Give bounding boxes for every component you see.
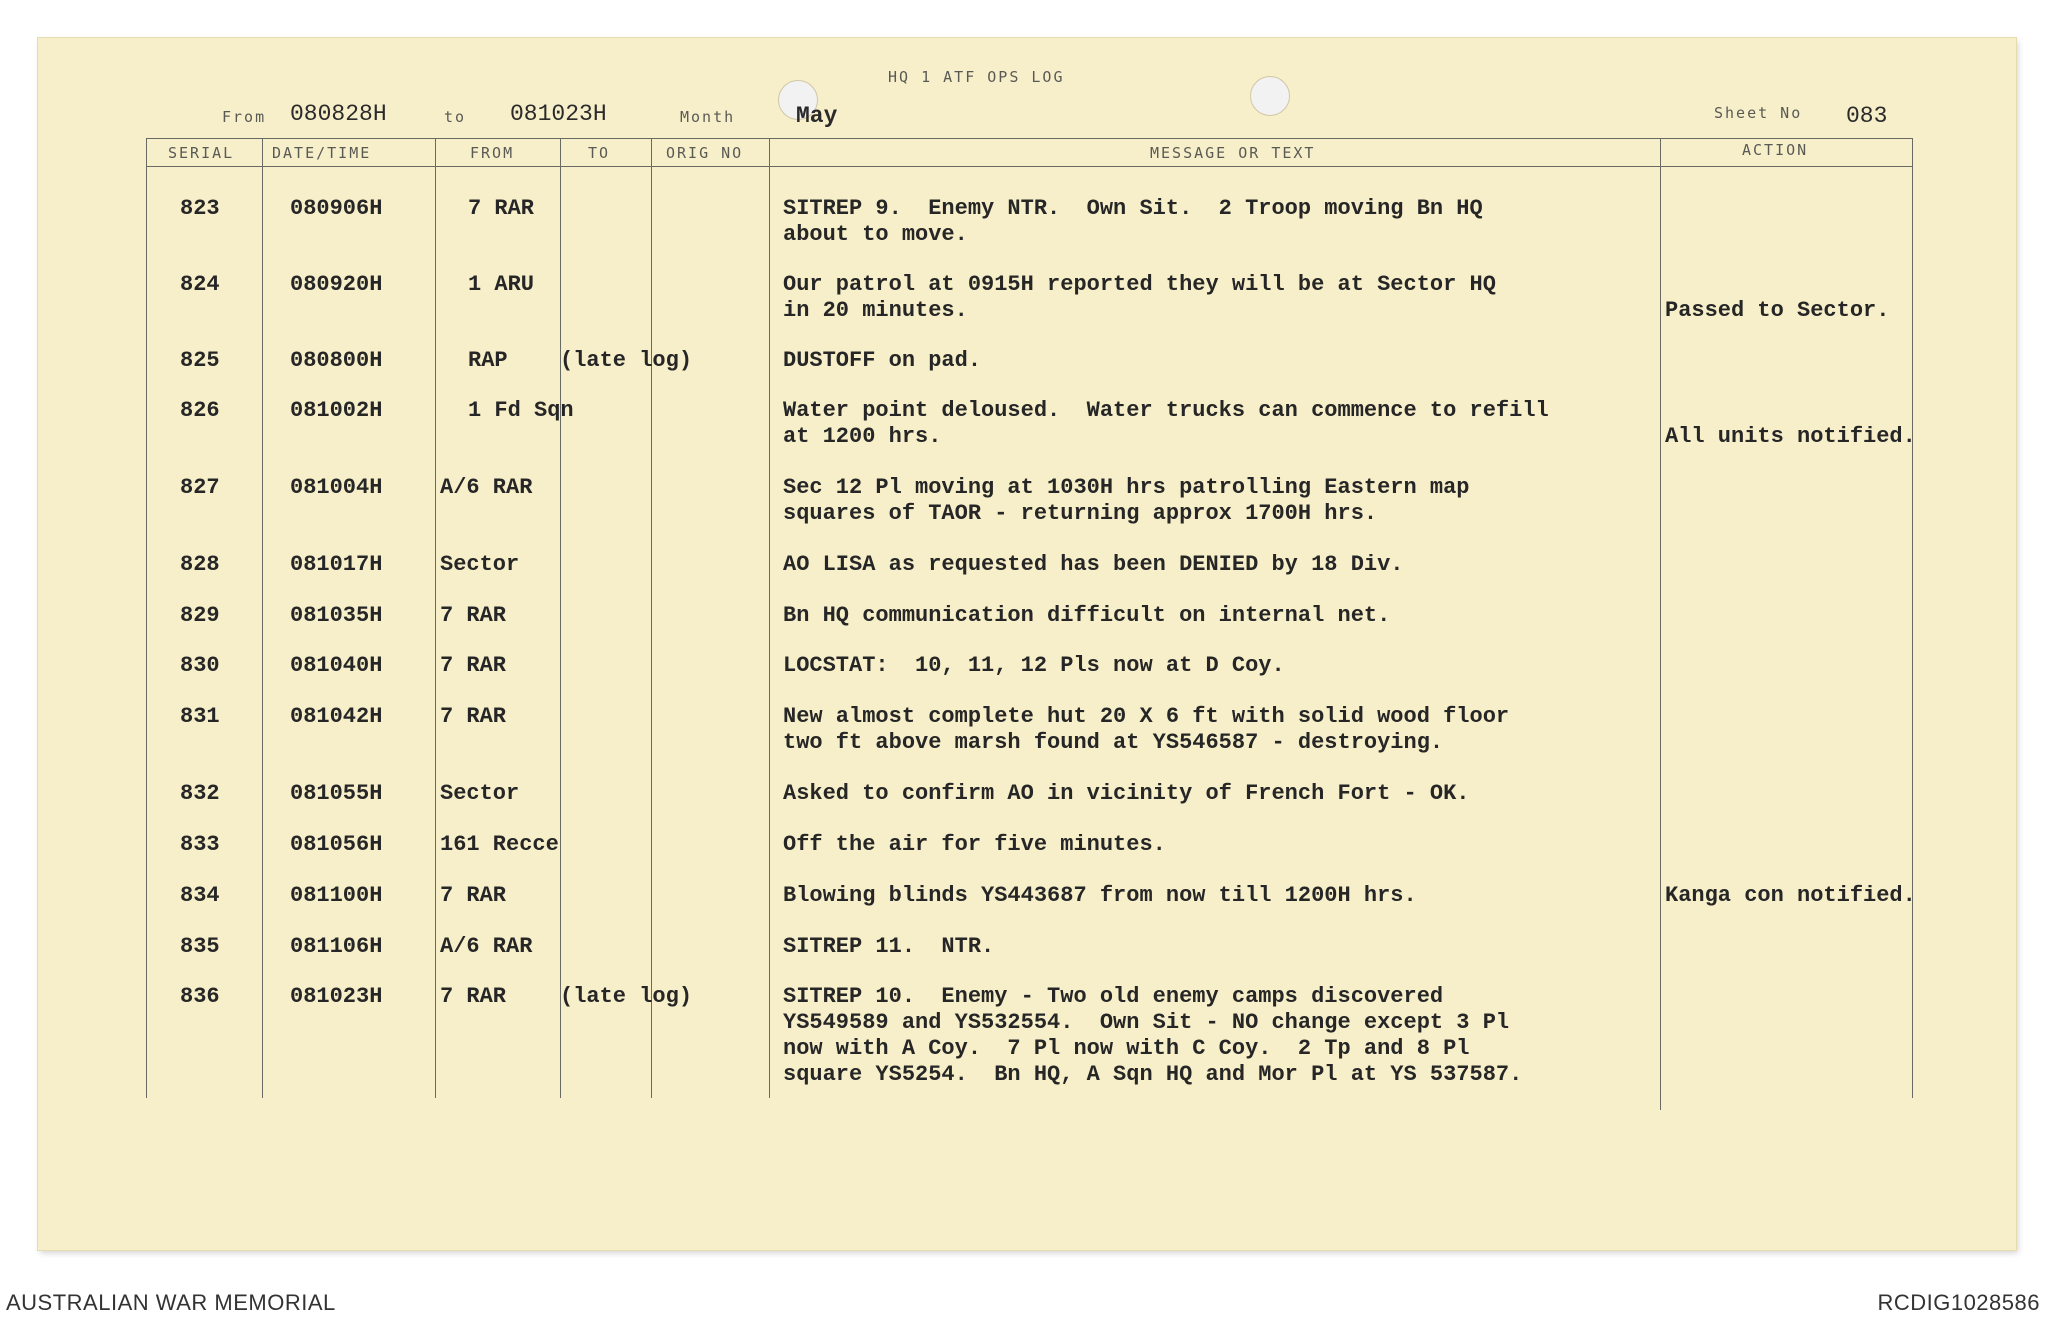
message-cell: AO LISA as requested has been DENIED by 18 Div. xyxy=(783,552,1404,577)
to-value: 081023H xyxy=(510,101,607,127)
message-cell: New almost complete hut 20 X 6 ft with solid wood floor two ft above marsh found at YS546587 - destroying. xyxy=(783,704,1510,755)
datetime-cell: 080906H xyxy=(290,196,383,221)
from-cell: 161 Recce xyxy=(440,832,559,857)
from-value: 080828H xyxy=(290,101,387,127)
datetime-cell: 080800H xyxy=(290,348,383,373)
action-cell: Kanga con notified. xyxy=(1665,883,1916,908)
column-rule xyxy=(769,138,770,1098)
table-top-rule xyxy=(146,138,1912,139)
message-cell: Water point deloused. Water trucks can commence to refill at 1200 hrs. xyxy=(783,398,1549,449)
serial-cell: 825 xyxy=(180,348,220,373)
serial-cell: 833 xyxy=(180,832,220,857)
footer-right: RCDIG1028586 xyxy=(1877,1290,2040,1315)
from-cell: 1 Fd Sqn xyxy=(468,398,574,423)
serial-cell: 832 xyxy=(180,781,220,806)
from-cell: Sector xyxy=(440,781,520,806)
datetime-cell: 081056H xyxy=(290,832,383,857)
message-cell: SITREP 9. Enemy NTR. Own Sit. 2 Troop moving Bn HQ about to move. xyxy=(783,196,1483,247)
serial-cell: 830 xyxy=(180,653,220,678)
message-cell: Off the air for five minutes. xyxy=(783,832,1166,857)
log-title: HQ 1 ATF OPS LOG xyxy=(888,68,1065,86)
sheet-label: Sheet No xyxy=(1714,104,1803,122)
from-cell: 7 RAR xyxy=(440,704,507,729)
to-cell: (late log) xyxy=(560,984,693,1009)
column-rule xyxy=(651,138,652,1098)
column-rule xyxy=(146,138,147,1098)
column-rule xyxy=(435,138,436,1098)
header-from: FROM xyxy=(470,144,515,162)
message-cell: SITREP 10. Enemy - Two old enemy camps discovered YS549589 and YS532554. Own Sit - NO change except 3 Pl now with A Coy. 7 Pl now with C Coy. 2 Tp and 8 Pl square YS5254. Bn HQ, A Sqn HQ and Mor Pl at YS 537587. xyxy=(783,984,1523,1087)
footer-left: AUSTRALIAN WAR MEMORIAL xyxy=(6,1290,336,1315)
action-cell: All units notified. xyxy=(1665,424,1916,449)
table-header-rule xyxy=(146,166,1912,167)
from-label: From xyxy=(222,108,267,126)
from-cell: 7 RAR xyxy=(440,984,507,1009)
datetime-cell: 081035H xyxy=(290,603,383,628)
serial-cell: 828 xyxy=(180,552,220,577)
serial-cell: 824 xyxy=(180,272,220,297)
action-cell: Passed to Sector. xyxy=(1665,298,1890,323)
message-cell: SITREP 11. NTR. xyxy=(783,934,995,959)
serial-cell: 823 xyxy=(180,196,220,221)
month-label: Month xyxy=(680,108,736,126)
datetime-cell: 081017H xyxy=(290,552,383,577)
punch-hole-right xyxy=(1250,76,1290,116)
from-cell: 7 RAR xyxy=(440,603,507,628)
datetime-cell: 081023H xyxy=(290,984,383,1009)
datetime-cell: 081042H xyxy=(290,704,383,729)
message-cell: Blowing blinds YS443687 from now till 1200H hrs. xyxy=(783,883,1417,908)
to-cell: (late log) xyxy=(560,348,693,373)
column-rule xyxy=(560,138,561,1098)
message-cell: LOCSTAT: 10, 11, 12 Pls now at D Coy. xyxy=(783,653,1285,678)
datetime-cell: 081106H xyxy=(290,934,383,959)
from-cell: 7 RAR xyxy=(440,653,507,678)
serial-cell: 831 xyxy=(180,704,220,729)
to-label: to xyxy=(444,108,467,126)
serial-cell: 834 xyxy=(180,883,220,908)
header-serial: SERIAL xyxy=(168,144,235,162)
serial-cell: 829 xyxy=(180,603,220,628)
from-cell: A/6 RAR xyxy=(440,475,533,500)
header-to: TO xyxy=(588,144,611,162)
from-cell: A/6 RAR xyxy=(440,934,533,959)
serial-cell: 826 xyxy=(180,398,220,423)
from-cell: RAP xyxy=(468,348,508,373)
message-cell: DUSTOFF on pad. xyxy=(783,348,982,373)
serial-cell: 827 xyxy=(180,475,220,500)
datetime-cell: 081002H xyxy=(290,398,383,423)
datetime-cell: 080920H xyxy=(290,272,383,297)
datetime-cell: 081055H xyxy=(290,781,383,806)
sheet-value: 083 xyxy=(1846,103,1888,129)
message-cell: Bn HQ communication difficult on internal net. xyxy=(783,603,1391,628)
serial-cell: 835 xyxy=(180,934,220,959)
header-orig-no: ORIG NO xyxy=(666,144,744,162)
from-cell: Sector xyxy=(440,552,520,577)
from-cell: 1 ARU xyxy=(468,272,535,297)
datetime-cell: 081100H xyxy=(290,883,383,908)
month-value: May xyxy=(796,103,838,129)
header-message: MESSAGE OR TEXT xyxy=(1150,144,1316,162)
column-rule xyxy=(1912,138,1913,1098)
datetime-cell: 081004H xyxy=(290,475,383,500)
message-cell: Sec 12 Pl moving at 1030H hrs patrolling Eastern map squares of TAOR - returning approx 1700H hrs. xyxy=(783,475,1470,526)
serial-cell: 836 xyxy=(180,984,220,1009)
message-cell: Our patrol at 0915H reported they will be at Sector HQ in 20 minutes. xyxy=(783,272,1496,323)
datetime-cell: 081040H xyxy=(290,653,383,678)
message-cell: Asked to confirm AO in vicinity of French Fort - OK. xyxy=(783,781,1470,806)
column-rule xyxy=(1660,138,1661,1110)
header-action: ACTION xyxy=(1742,141,1809,159)
column-rule xyxy=(262,138,263,1098)
from-cell: 7 RAR xyxy=(468,196,535,221)
header-datetime: DATE/TIME xyxy=(272,144,372,162)
from-cell: 7 RAR xyxy=(440,883,507,908)
